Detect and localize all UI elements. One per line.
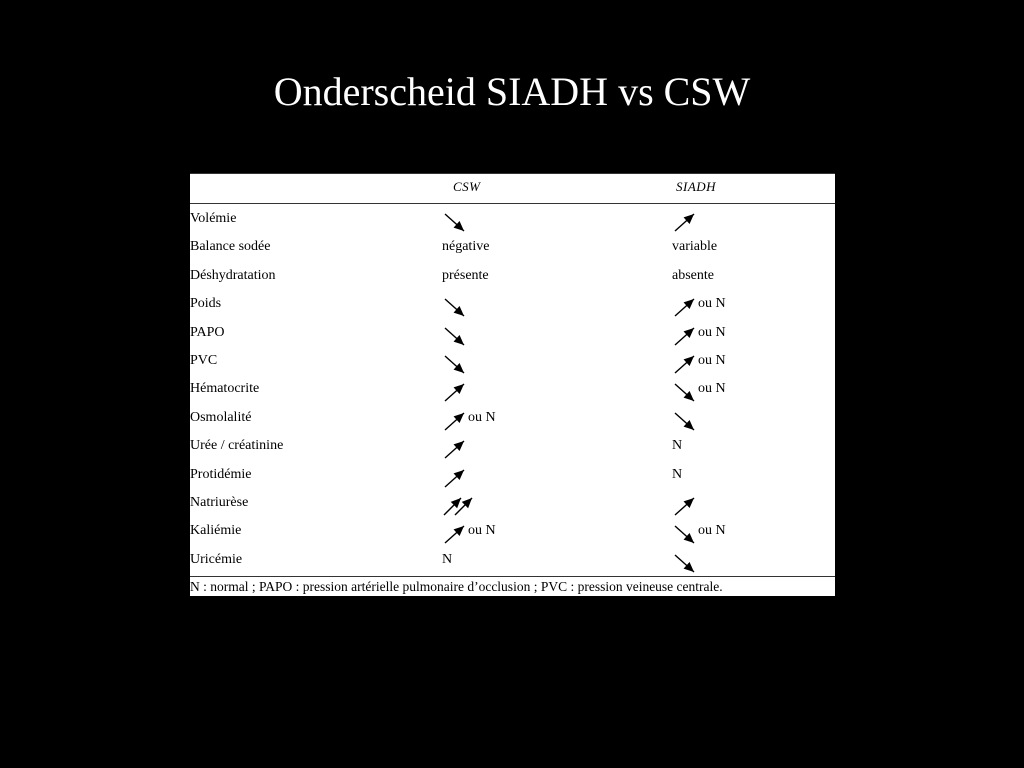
cell-siadh bbox=[672, 523, 726, 545]
row-label: PAPO bbox=[190, 324, 225, 340]
cell-value: ou N bbox=[698, 296, 726, 312]
arrow-down-right-icon bbox=[442, 353, 468, 375]
table-row bbox=[190, 291, 835, 319]
row-label: Osmolalité bbox=[190, 409, 252, 425]
arrow-up-right-icon bbox=[672, 353, 698, 375]
arrow-down-right-icon bbox=[442, 325, 468, 347]
cell-csw bbox=[442, 239, 489, 261]
table-row bbox=[190, 462, 835, 490]
cell-siadh bbox=[672, 410, 698, 432]
double-arrow-up-right-icon bbox=[442, 495, 476, 517]
header-cell-csw: CSW bbox=[453, 179, 481, 194]
table-header-row bbox=[190, 173, 835, 203]
table-row bbox=[190, 348, 835, 376]
arrow-up-right-icon bbox=[672, 211, 698, 233]
cell-csw bbox=[442, 353, 468, 375]
cell-value: présente bbox=[442, 267, 489, 283]
cell-siadh bbox=[672, 296, 726, 318]
arrow-down-right-icon bbox=[442, 211, 468, 233]
table-row bbox=[190, 518, 835, 546]
cell-value: ou N bbox=[698, 353, 726, 368]
arrow-up-right-icon bbox=[672, 325, 698, 347]
cell-value: N bbox=[672, 466, 683, 482]
row-label: Natriurèse bbox=[190, 495, 249, 510]
cell-value: variable bbox=[672, 239, 718, 255]
row-label: Hématocrite bbox=[190, 381, 260, 397]
cell-csw bbox=[442, 523, 496, 545]
arrow-down-right-icon bbox=[672, 410, 698, 432]
slide-title: Onderscheid SIADH vs CSW bbox=[273, 69, 751, 114]
arrow-up-right-icon bbox=[672, 495, 698, 517]
cell-siadh bbox=[672, 495, 698, 517]
arrow-up-right-icon bbox=[442, 410, 468, 432]
arrow-up-right-icon bbox=[442, 523, 468, 545]
table-header-rule bbox=[190, 203, 835, 204]
cell-siadh bbox=[672, 239, 717, 261]
row-label: PVC bbox=[190, 353, 218, 368]
row-label: Balance sodée bbox=[190, 239, 271, 255]
cell-siadh bbox=[672, 381, 726, 403]
arrow-down-right-icon bbox=[672, 552, 698, 574]
row-label: Uricémie bbox=[190, 551, 243, 567]
table-row bbox=[190, 405, 835, 433]
table-row bbox=[190, 547, 835, 575]
arrow-up-right-icon bbox=[442, 467, 468, 489]
table-row bbox=[190, 376, 835, 404]
cell-siadh bbox=[672, 325, 726, 347]
table-row bbox=[190, 490, 835, 518]
cell-csw bbox=[442, 495, 476, 517]
cell-csw bbox=[442, 325, 468, 347]
cell-value: absente bbox=[672, 267, 714, 283]
cell-siadh bbox=[672, 211, 698, 233]
table-row bbox=[190, 433, 835, 461]
cell-value: ou N bbox=[698, 523, 726, 539]
cell-csw bbox=[442, 410, 496, 432]
cell-value: ou N bbox=[698, 381, 726, 397]
comparison-table bbox=[190, 173, 835, 596]
row-label: Urée / créatinine bbox=[190, 438, 284, 454]
cell-value: ou N bbox=[468, 409, 496, 425]
arrow-down-right-icon bbox=[442, 296, 468, 318]
table-row bbox=[190, 234, 835, 262]
cell-value: N bbox=[672, 438, 683, 454]
cell-value: négative bbox=[442, 239, 490, 255]
cell-csw bbox=[442, 438, 468, 460]
cell-value: N bbox=[442, 551, 453, 567]
arrow-up-right-icon bbox=[442, 381, 468, 403]
row-label: Poids bbox=[190, 296, 222, 312]
cell-csw bbox=[442, 381, 468, 403]
arrow-up-right-icon bbox=[442, 438, 468, 460]
cell-csw bbox=[442, 296, 468, 318]
cell-value: ou N bbox=[468, 523, 496, 539]
table-row bbox=[190, 320, 835, 348]
table-row bbox=[190, 206, 835, 234]
table-bottom-rule bbox=[190, 576, 835, 577]
arrow-up-right-icon bbox=[672, 296, 698, 318]
cell-csw bbox=[442, 211, 468, 233]
row-label: Déshydratation bbox=[190, 267, 276, 283]
cell-siadh bbox=[672, 467, 682, 489]
row-label: Protidémie bbox=[190, 466, 252, 482]
arrow-down-right-icon bbox=[672, 523, 698, 545]
header-cell-siadh: SIADH bbox=[676, 179, 717, 194]
row-label: Volémie bbox=[190, 211, 237, 226]
cell-csw bbox=[442, 552, 452, 574]
cell-siadh bbox=[672, 268, 714, 290]
arrow-down-right-icon bbox=[672, 381, 698, 403]
cell-csw bbox=[442, 268, 489, 290]
cell-siadh bbox=[672, 438, 682, 460]
cell-csw bbox=[442, 467, 468, 489]
cell-siadh bbox=[672, 552, 698, 574]
row-label: Kaliémie bbox=[190, 523, 242, 539]
cell-value: ou N bbox=[698, 324, 726, 340]
cell-siadh bbox=[672, 353, 726, 375]
table-footnote: N : normal ; PAPO : pression artérielle pulmonaire d’occlusion ; PVC : pression veineuse centrale. bbox=[190, 579, 723, 594]
table-row bbox=[190, 263, 835, 291]
